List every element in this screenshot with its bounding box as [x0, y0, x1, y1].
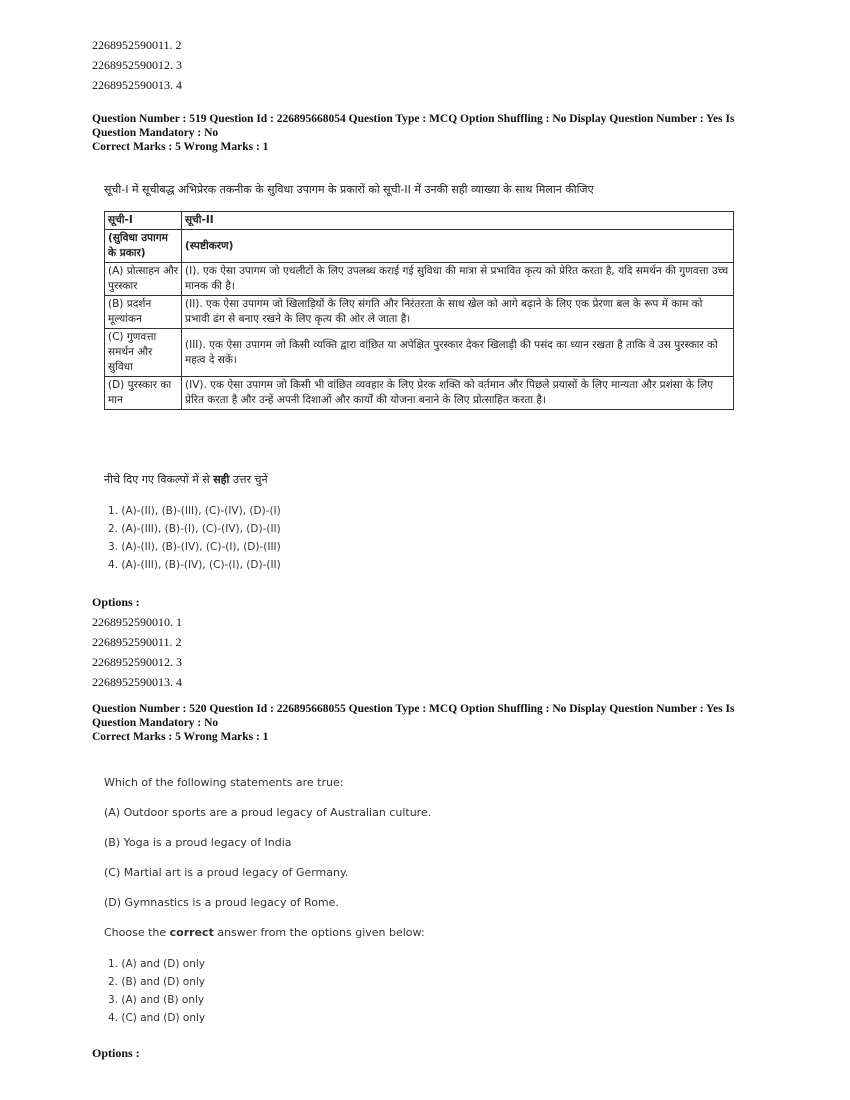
statement-line: (D) Gymnastics is a proud legacy of Rome. — [104, 896, 339, 909]
table-cell-list2: (IV). एक ऐसा उपागम जो किसी भी वांछित व्यवहार के लिए प्रेरक शक्ति को वर्तमान और पिछले प्रयासों के लिए मान्यता और प्रशंसा के लिए प्रेरित करता है और उन्हें अपनी दिशाओं और कार्यों की योजना बनाने के लिए प्रोत्साहित करता है। — [182, 377, 734, 410]
table-row — [105, 296, 734, 329]
answer-choice: 4. (A)-(III), (B)-(IV), (C)-(I), (D)-(II) — [108, 559, 281, 571]
answer-choice: 2. (A)-(III), (B)-(I), (C)-(IV), (D)-(II) — [108, 523, 281, 535]
question-meta-line: Question Number : 519 Question Id : 226895668054 Question Type : MCQ Option Shuffling : No Display Question Number : Yes Is — [92, 113, 735, 125]
question-520-choices — [108, 955, 205, 1027]
table-cell-list1: (D) पुरस्कार का मान — [105, 377, 182, 410]
option-line: 2268952590011. 2 — [92, 635, 182, 649]
instruction-prefix: Choose the — [104, 926, 170, 939]
table-header-list2: सूची-II — [182, 212, 734, 230]
answer-choice: 3. (A) and (B) only — [108, 994, 205, 1006]
question-519-prompt: सूची-I में सूचीबद्ध अभिप्रेरक तकनीक के सुविधा उपागम के प्रकारों को सूची-II में उनकी सही व्याख्या के साथ मिलान कीजिए — [104, 183, 594, 196]
top-options-list — [92, 37, 182, 94]
question-mandatory-line: Question Mandatory : No — [92, 717, 219, 729]
answer-choice: 4. (C) and (D) only — [108, 1012, 206, 1024]
table-cell-list2: (II). एक ऐसा उपागम जो खिलाड़ियों के लिए संगति और निरंतरता के साथ खेल को आगे बढ़ाने के लिए एक प्रेरणा बल के रूप में काम को प्रभावी ढंग से बनाए रखने के लिए कृत्य की ओर ले जाता है। — [182, 296, 734, 329]
question-520-meta — [92, 702, 782, 744]
answer-choice: 2. (B) and (D) only — [108, 976, 206, 988]
question-519-choices — [108, 502, 281, 574]
question-marks-line: Correct Marks : 5 Wrong Marks : 1 — [92, 731, 269, 743]
option-line: 2268952590012. 3 — [92, 655, 182, 669]
table-subheader-list1: (सुविधा उपागम के प्रकार) — [105, 230, 182, 263]
question-marks-line: Correct Marks : 5 Wrong Marks : 1 — [92, 141, 269, 153]
table-header-row — [105, 212, 734, 230]
table-cell-list1: (C) गुणवत्ता समर्थन और सुविधा — [105, 329, 182, 377]
option-line: 2268952590011. 2 — [92, 38, 182, 52]
table-row — [105, 263, 734, 296]
table-row — [105, 329, 734, 377]
option-line: 2268952590010. 1 — [92, 615, 182, 629]
answer-choice: 3. (A)-(II), (B)-(IV), (C)-(I), (D)-(III) — [108, 541, 281, 553]
options-label: Options : — [92, 595, 140, 609]
table-subheader-list2: (स्पष्टीकरण) — [182, 230, 734, 263]
instruction-emphasis: सही — [213, 473, 230, 486]
table-cell-list2: (III). एक ऐसा उपागम जो किसी व्यक्ति द्वारा वांछित या अपेक्षित पुरस्कार देकर खिलाड़ी की पसंद का ध्यान रखता है ताकि वे उस पुरस्कार को महत्व दे सकें। — [182, 329, 734, 377]
instruction-prefix: नीचे दिए गए विकल्पों में से — [104, 473, 214, 486]
question-520-prompt: Which of the following statements are true: — [104, 776, 344, 789]
statement-line: (B) Yoga is a proud legacy of India — [104, 836, 292, 849]
table-cell-list1: (A) प्रोत्साहन और पुरस्कार — [105, 263, 182, 296]
instruction-suffix: answer from the options given below: — [213, 926, 425, 939]
statement-line: (C) Martial art is a proud legacy of Germany. — [104, 866, 349, 879]
instruction-suffix: उत्तर चुनें — [229, 473, 268, 486]
table-cell-list1: (B) प्रदर्शन मूल्यांकन — [105, 296, 182, 329]
question-519-instruction — [104, 472, 268, 487]
question-519-options — [92, 594, 182, 691]
statement-line: (A) Outdoor sports are a proud legacy of Australian culture. — [104, 806, 432, 819]
option-line: 2268952590012. 3 — [92, 58, 182, 72]
question-mandatory-line: Question Mandatory : No — [92, 127, 219, 139]
options-label: Options : — [92, 1046, 140, 1060]
option-line: 2268952590013. 4 — [92, 675, 182, 689]
table-row — [105, 377, 734, 410]
question-520-instruction — [104, 926, 425, 939]
answer-choice: 1. (A)-(II), (B)-(III), (C)-(IV), (D)-(I) — [108, 505, 281, 517]
matching-table — [104, 211, 734, 410]
table-cell-list2: (I). एक ऐसा उपागम जो एथलीटों के लिए उपलब्ध कराई गई सुविधा की मात्रा से प्रभावित कृत्य को प्रेरित करता है, यदि समर्थन की गुणवत्ता उच्च मानक की है। — [182, 263, 734, 296]
option-line: 2268952590013. 4 — [92, 78, 182, 92]
answer-choice: 1. (A) and (D) only — [108, 958, 205, 970]
question-meta-line: Question Number : 520 Question Id : 226895668055 Question Type : MCQ Option Shuffling : No Display Question Number : Yes Is — [92, 703, 735, 715]
instruction-emphasis: correct — [169, 926, 214, 939]
table-header-list1: सूची-I — [105, 212, 182, 230]
question-519-meta — [92, 112, 782, 154]
table-subheader-row — [105, 230, 734, 263]
